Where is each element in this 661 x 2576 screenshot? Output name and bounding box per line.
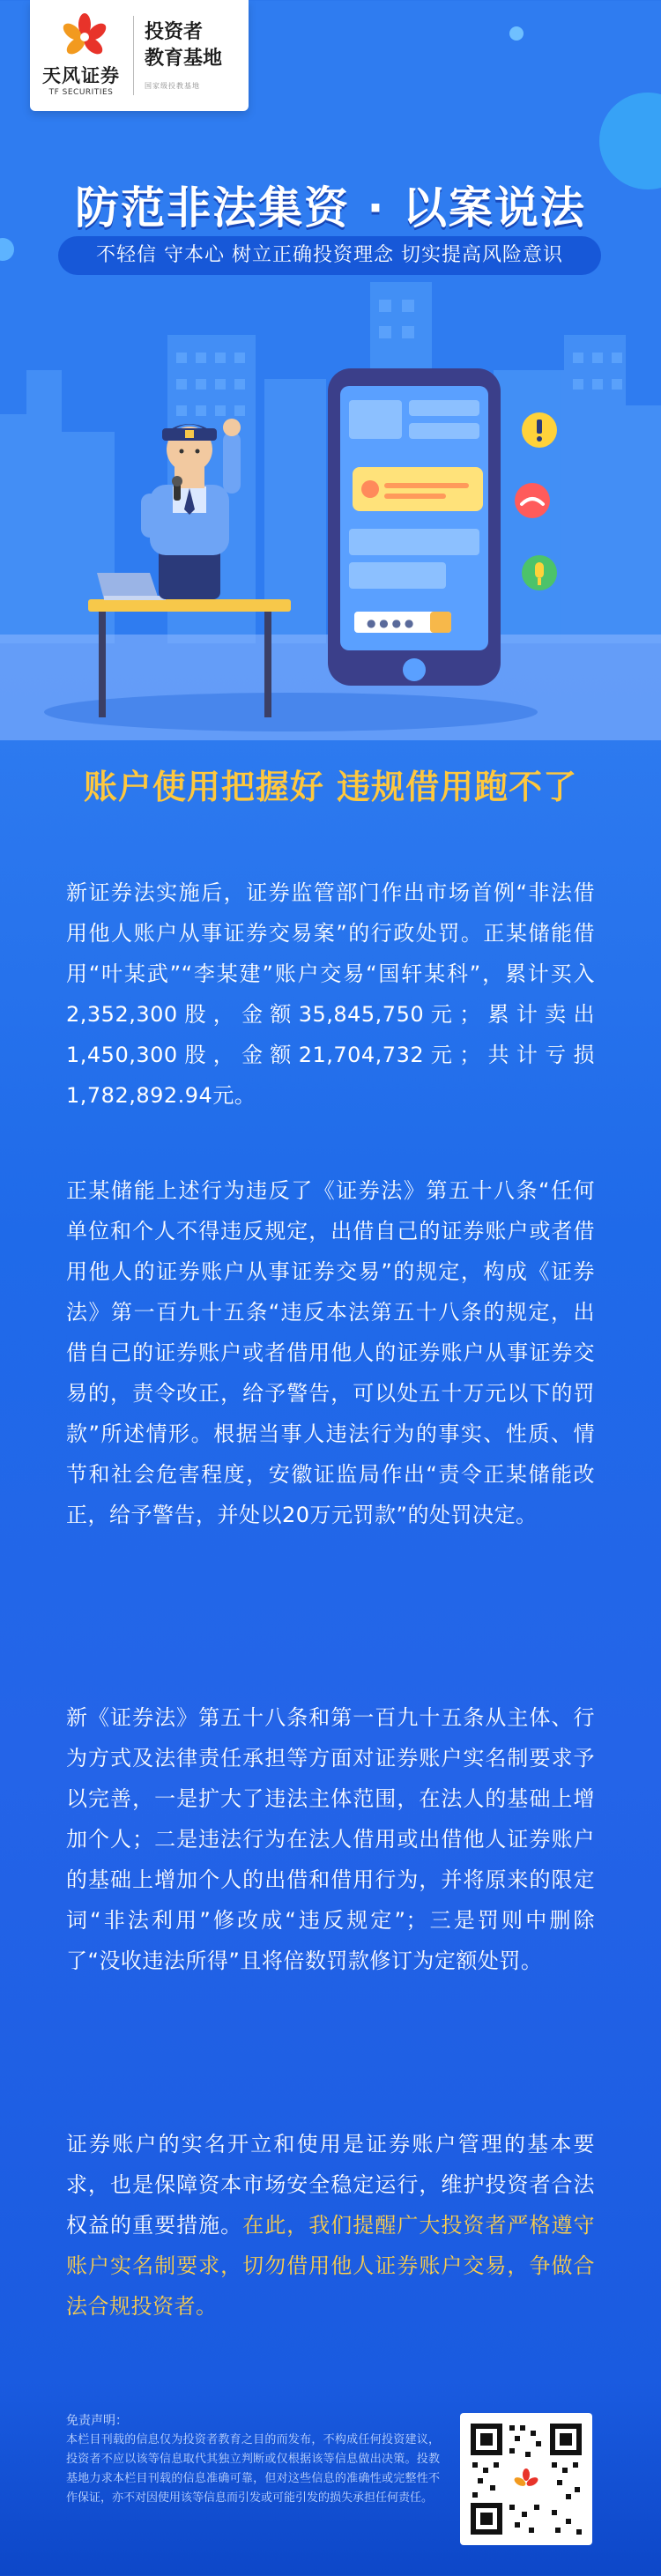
qr-code[interactable] xyxy=(460,2413,592,2545)
page-subtitle: 不轻信 守本心 树立正确投资理念 切实提高风险意识 xyxy=(96,244,563,266)
smartphone xyxy=(328,368,501,686)
paragraph-law-revision: 新《证券法》第五十八条和第一百九十五条从主体、行为方式及法律责任承担等方面对证券账户实名制要求予以完善，一是扩大了违法主体范围，在法人的基础上增加个人；二是违法行为在法人借用或出借他人证券账户的基础上增加个人的出借和借用行为，并将原来的限定词“非法利用”修改成“违反规定”；三是罚则中删除了“没收违法所得”且将倍数罚款修订为定额处罚。 xyxy=(66,1705,595,1973)
decor-dot xyxy=(509,26,524,41)
page-title: 防范非法集资 · 以案说法 xyxy=(75,182,586,234)
paragraph-legal-basis: 正某储能上述行为违反了《证券法》第五十八条“任何单位和个人不得违反规定，出借自己的证券账户或者借用他人的证券账户从事证券交易”的规定，构成《证券法》第一百九十五条“违反本法第五十八条的规定，出借自己的证券账户或者借用他人的证券账户从事证券交易的，责令改正，给予警告，可以处五十万元以下的罚款”所述情形。根据当事人违法行为的事实、性质、情节和社会危害程度，安徽证监局作出“责令正某储能改正，给予警告，并处以20万元罚款”的处罚决定。 xyxy=(66,1178,595,1527)
investor-base-line2: 教育基地 xyxy=(145,48,223,70)
disclaimer-title: 免责声明： xyxy=(66,2414,128,2428)
brand-name: 天风证券 xyxy=(42,65,120,86)
investor-base-title xyxy=(145,19,222,72)
qr-code-icon xyxy=(460,2413,592,2545)
decor-dot xyxy=(0,238,14,261)
disclaimer-body: 本栏目刊载的信息仅为投资者教育之目的而发布，不构成任何投资建议，投资者不应以该等信息取代其独立判断或仅根据该等信息做出决策。投教基地力求本栏目刊载的信息准确可靠，但对这些信息的准确性或完整性不作保证，亦不对因使用该等信息而引发或可能引发的损失承担任何责任。 xyxy=(66,2433,440,2505)
tf-flower-logo-icon xyxy=(58,12,111,60)
paragraph-reminder xyxy=(66,2124,595,2327)
logo-divider xyxy=(133,16,134,95)
svg-text:● ● ● ●: ● ● ● ● xyxy=(367,617,414,629)
paragraph-case-facts: 新证券法实施后，证券监管部门作出市场首例“非法借用他人账户从事证券交易案”的行政处罚。正某储能借用“叶某武”“李某建”账户交易“国轩某科”，累计买入2,352,300股，金额35,845,750元；累计卖出1,450,300股，金额21,704,732元；共计亏损1,782,892.94元。 xyxy=(66,880,595,1108)
brand-name-en: TF SECURITIES xyxy=(48,88,114,97)
investor-base-line1: 投资者 xyxy=(145,21,204,43)
section-title: 账户使用把握好 违规借用跑不了 xyxy=(83,768,578,806)
logo-card xyxy=(30,0,249,111)
investor-base-subtitle: 国家级投教基地 xyxy=(145,82,200,90)
microphone-icon xyxy=(522,555,557,590)
hero-illustration xyxy=(0,282,661,740)
hang-up-call-icon xyxy=(515,483,550,518)
reminder-text: 证券账户的实名开立和使用是证券账户管理的基本要求，也是保障资本市场安全稳定运行，维护投资者合法权益的重要措施。 xyxy=(66,2132,595,2238)
warning-icon xyxy=(522,412,557,448)
reminder-highlight: 在此，我们提醒广大投资者严格遵守账户实名制要求，切勿借用他人证券账户交易，争做合法合规投资者。 xyxy=(66,2213,596,2319)
